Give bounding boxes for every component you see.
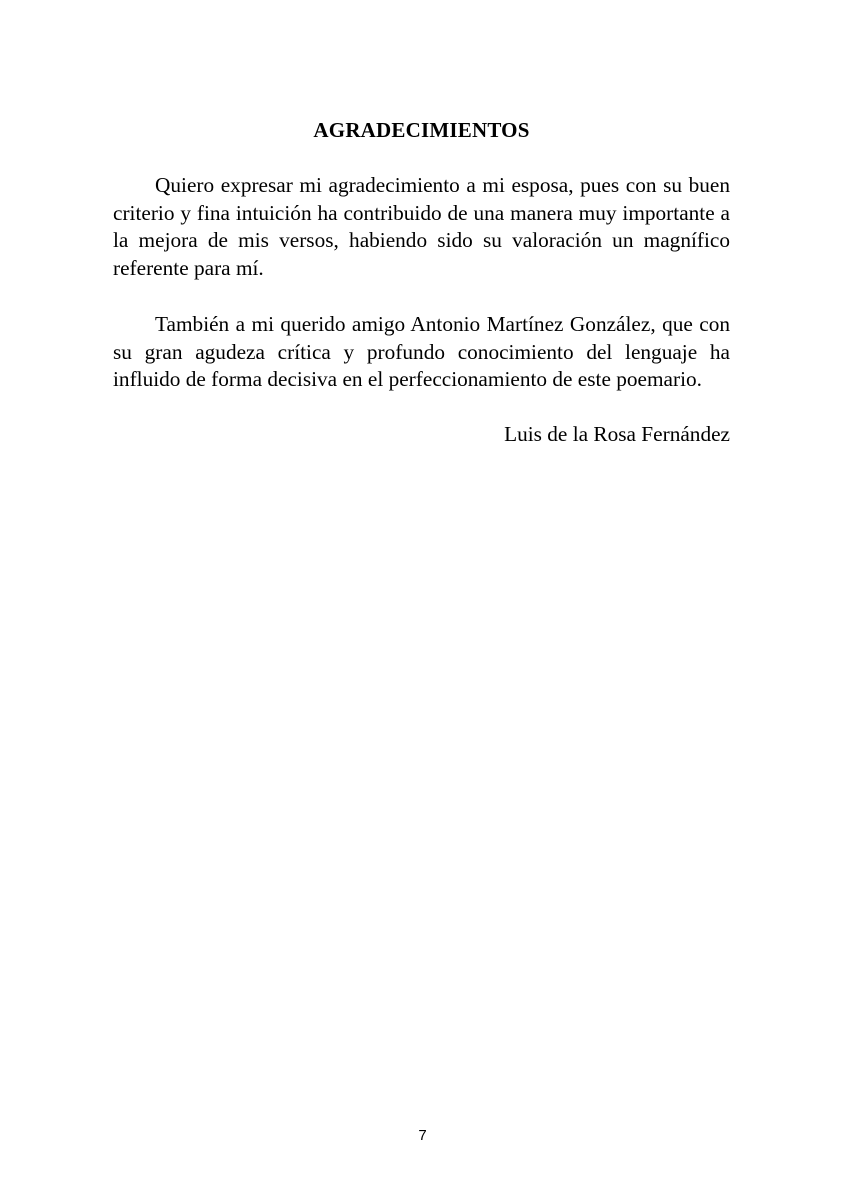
paragraph-friend: También a mi querido amigo Antonio Martínez González, que con su gran agudeza crítica y profundo conocimiento del lenguaje ha influido de forma decisiva en el perfeccionamiento de este poemario. — [113, 312, 730, 392]
page-number: 7 — [418, 1127, 427, 1144]
paragraph-wife: Quiero expresar mi agradecimiento a mi esposa, pues con su buen criterio y fina intuición ha contribuido de una manera muy importante a la mejora de mis versos, habiendo sido su valoración un magnífico referente para mí. — [113, 173, 730, 280]
author-signature: Luis de la Rosa Fernández — [504, 422, 730, 446]
page-title: AGRADECIMIENTOS — [313, 118, 530, 142]
